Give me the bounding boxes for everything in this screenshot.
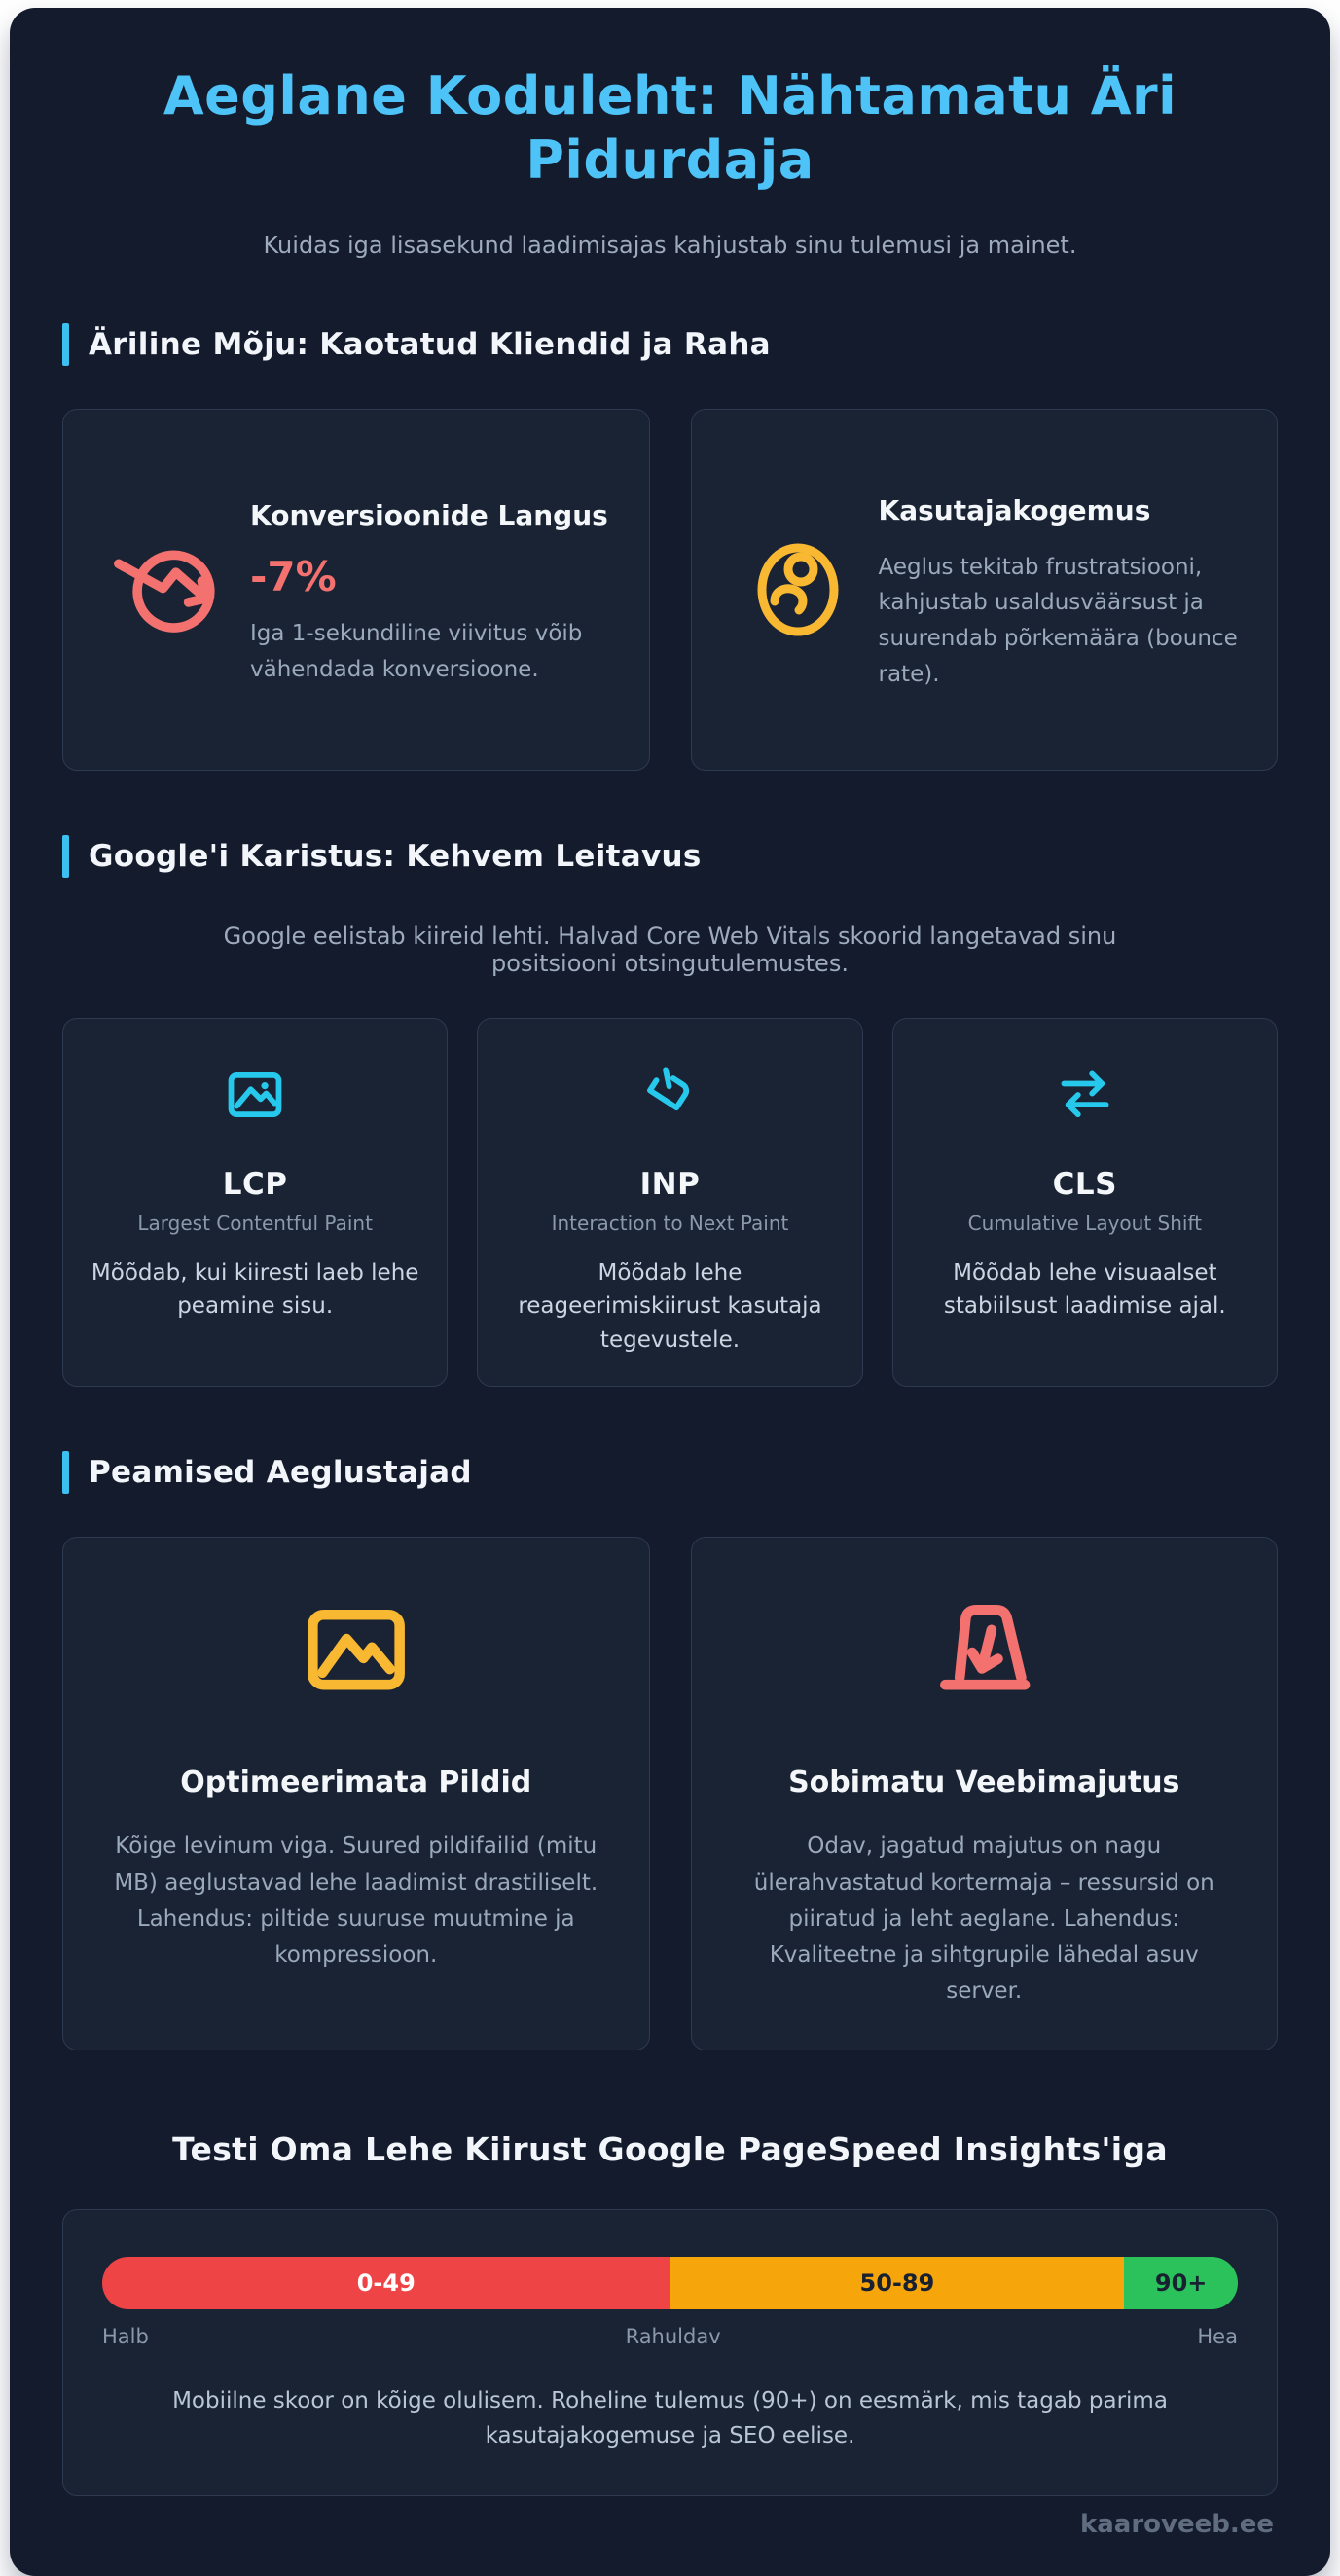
pagespeed-note: Mobiilne skoor on kõige olulisem. Roheline tulemus (90+) on eesmärk, mis tagab parima kasutajakogemuse ja SEO eelise. bbox=[172, 2387, 1168, 2449]
infographic-poster bbox=[10, 8, 1330, 2576]
page-title: Aeglane Koduleht: Nähtamatu Äri Pidurdaja bbox=[163, 65, 1177, 191]
card-title: Kasutajakogemus bbox=[878, 493, 1151, 526]
gauge-label-bad: Halb bbox=[102, 2324, 149, 2348]
vitals-cards-row bbox=[62, 1018, 1278, 1388]
card-title: Optimeerimata Pildid bbox=[180, 1765, 532, 1800]
bad-hosting-icon bbox=[731, 1586, 1239, 1711]
gauge-segment-bad: 0-49 bbox=[102, 2257, 670, 2309]
card-title: Konversioonide Langus bbox=[250, 498, 608, 531]
image-icon bbox=[89, 1058, 421, 1132]
vital-abbr: INP bbox=[639, 1166, 701, 1202]
pagespeed-gauge-card bbox=[62, 2209, 1278, 2497]
lcp-card bbox=[62, 1018, 448, 1388]
inp-card bbox=[477, 1018, 862, 1388]
card-text: Kõige levinum viga. Suured pildifailid (mitu MB) aeglustavad lehe laadimist drastiliselt. Lahendus: piltide suuruse muutmine ja kompressioon. bbox=[114, 1833, 598, 1968]
vital-abbr: CLS bbox=[1052, 1166, 1117, 1202]
gauge-segment-good: 90+ bbox=[1124, 2257, 1238, 2309]
vital-name: Cumulative Layout Shift bbox=[967, 1211, 1202, 1235]
tap-icon bbox=[503, 1058, 836, 1132]
section-accent-bar bbox=[62, 835, 69, 878]
gauge-label-average: Rahuldav bbox=[625, 2324, 721, 2348]
slowdown-cards-row bbox=[62, 1537, 1278, 2050]
vital-name: Largest Contentful Paint bbox=[137, 1211, 373, 1235]
section-accent-bar bbox=[62, 1451, 69, 1494]
section-slowdowns-heading bbox=[62, 1451, 1278, 1494]
swap-arrows-icon bbox=[919, 1058, 1251, 1132]
section-business-heading bbox=[62, 323, 1278, 366]
gauge-segment-average: 50-89 bbox=[670, 2257, 1125, 2309]
card-title: Sobimatu Veebimajutus bbox=[788, 1765, 1180, 1800]
user-experience-card bbox=[691, 409, 1279, 771]
vital-text: Mõõdab lehe reageerimiskiirust kasutaja tegevustele. bbox=[518, 1259, 822, 1353]
section-heading-text: Peamised Aeglustajad bbox=[89, 1455, 472, 1491]
user-icon bbox=[725, 527, 871, 652]
section-google-heading bbox=[62, 835, 1278, 878]
pagespeed-heading: Testi Oma Lehe Kiirust Google PageSpeed Insights'iga bbox=[172, 2129, 1168, 2168]
vital-name: Interaction to Next Paint bbox=[551, 1211, 789, 1235]
card-text: Odav, jagatud majutus on nagu ülerahvastatud kortermaja – ressursid on piiratud ja leht aeglane. Lahendus: Kvaliteetne ja sihtgrupile lähedal asuv server. bbox=[753, 1833, 1214, 2005]
vital-text: Mõõdab lehe visuaalset stabiilsust laadimise ajal. bbox=[943, 1259, 1226, 1320]
section-accent-bar bbox=[62, 323, 69, 366]
trend-down-icon bbox=[96, 527, 242, 652]
card-text: Iga 1-sekundiline viivitus võib vähendada konversioone. bbox=[250, 620, 583, 682]
gauge-label-good: Hea bbox=[1197, 2324, 1238, 2348]
unoptimized-images-card bbox=[62, 1537, 650, 2050]
cls-card bbox=[892, 1018, 1278, 1388]
vital-abbr: LCP bbox=[222, 1166, 288, 1202]
business-cards-row bbox=[62, 409, 1278, 771]
page-subtitle: Kuidas iga lisasekund laadimisajas kahjustab sinu tulemusi ja mainet. bbox=[263, 231, 1077, 259]
bad-hosting-card bbox=[691, 1537, 1279, 2050]
google-intro-text: Google eelistab kiireid lehti. Halvad Core Web Vitals skoorid langetavad sinu positsiooni otsingutulemustes. bbox=[223, 922, 1117, 977]
pagespeed-score-bar bbox=[102, 2257, 1238, 2309]
section-heading-text: Äriline Mõju: Kaotatud Kliendid ja Raha bbox=[89, 326, 771, 362]
conversion-drop-card bbox=[62, 409, 650, 771]
vital-text: Mõõdab, kui kiiresti laeb lehe peamine sisu. bbox=[91, 1259, 419, 1320]
card-text: Aeglus tekitab frustratsiooni, kahjustab usaldusväärsust ja suurendab põrkemäära (bounce rate). bbox=[878, 554, 1238, 688]
gauge-scale-labels bbox=[102, 2325, 1238, 2348]
conversion-stat: -7% bbox=[250, 552, 337, 600]
section-heading-text: Google'i Karistus: Kehvem Leitavus bbox=[89, 838, 702, 874]
footer-brand: kaaroveeb.ee bbox=[1079, 2510, 1274, 2540]
unoptimized-images-icon bbox=[102, 1586, 610, 1711]
